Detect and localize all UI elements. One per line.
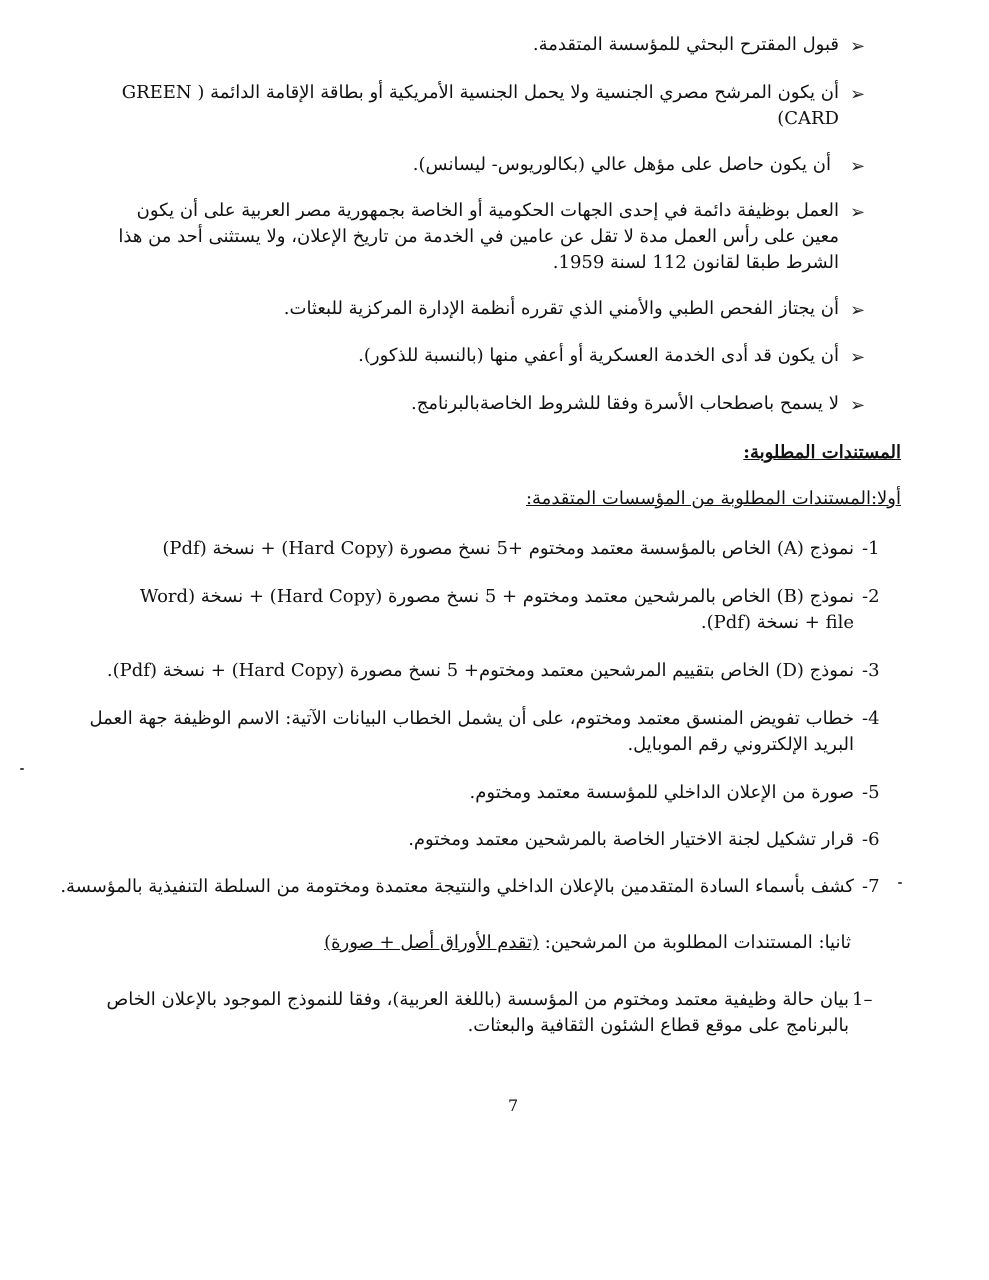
required-documents-heading: المستندات المطلوبة: <box>743 442 901 463</box>
item-number: -3 <box>862 660 880 681</box>
condition-1: قبول المقترح البحثي للمؤسسة المتقدمة. <box>532 34 839 55</box>
bullet-arrow-icon: ➢ <box>850 36 866 57</box>
item-number: -7 <box>862 876 880 897</box>
item-employment-status-line-1: بيان حالة وظيفية معتمد ومختوم من المؤسسة (باللغة العربية)، وفقا للنموذج الموجود بالإعلان الخاص <box>106 989 849 1010</box>
item-form-b-line-2: file + نسخة (Pdf). <box>700 612 854 633</box>
section-1-heading: أولا:المستندات المطلوبة من المؤسسات المتقدمة: <box>525 488 901 509</box>
condition-7: لا يسمح باصطحاب الأسرة وفقا للشروط الخاصةبالبرنامج. <box>411 393 839 414</box>
condition-6: أن يكون قد أدى الخدمة العسكرية أو أعفي منها (بالنسبة للذكور). <box>358 345 839 366</box>
item-number: -1 <box>862 538 880 559</box>
section-2-heading-prefix: ثانيا: المستندات المطلوبة من المرشحين: <box>539 932 851 953</box>
condition-2-line-1: أن يكون المرشح مصري الجنسية ولا يحمل الجنسية الأمريكية أو بطاقة الإقامة الدائمة ( GREEN <box>121 82 839 103</box>
item-applicants-list: كشف بأسماء السادة المتقدمين بالإعلان الداخلي والنتيجة معتمدة ومختومة من السلطة التنفيذية بالمؤسسة. <box>60 876 854 897</box>
bullet-arrow-icon: ➢ <box>850 300 866 321</box>
item-authorization-letter-line-2: البريد الإلكتروني رقم الموبايل. <box>627 734 854 755</box>
page-number: 7 <box>508 1096 519 1115</box>
bullet-arrow-icon: ➢ <box>850 395 866 416</box>
bullet-arrow-icon: ➢ <box>850 84 866 105</box>
item-form-b-line-1: نموذج (B) الخاص بالمرشحين معتمد ومختوم + 5 نسخ مصورة (Hard Copy) + نسخة (Word <box>139 586 854 607</box>
section-2-heading <box>324 930 851 956</box>
condition-2-line-2: CARD) <box>777 108 839 129</box>
condition-3: أن يكون حاصل على مؤهل عالي (بكالوريوس- ليسانس). <box>412 154 831 175</box>
condition-4-line-2: معين على رأس العمل مدة لا تقل عن عامين في الخدمة من تاريخ الإعلان، ولا يستثنى أحد من هذا <box>118 226 839 247</box>
item-selection-committee: قرار تشكيل لجنة الاختيار الخاصة بالمرشحين معتمد ومختوم. <box>408 829 854 850</box>
item-authorization-letter-line-1: خطاب تفويض المنسق معتمد ومختوم، على أن يشمل الخطاب البيانات الآتية: الاسم الوظيفة جهة العمل <box>89 708 854 729</box>
condition-4-line-3: الشرط طبقا لقانون 112 لسنة 1959. <box>552 252 839 273</box>
bullet-arrow-icon: ➢ <box>850 202 866 223</box>
item-internal-announcement: صورة من الإعلان الداخلي للمؤسسة معتمد ومختوم. <box>469 782 854 803</box>
section-2-heading-note: (تقدم الأوراق أصل + صورة) <box>324 932 540 953</box>
item-number: -6 <box>862 829 880 850</box>
item-form-a: نموذج (A) الخاص بالمؤسسة معتمد ومختوم +5 نسخ مصورة (Hard Copy) + نسخة (Pdf) <box>162 538 854 559</box>
item-number: 1– <box>852 989 873 1010</box>
item-number: -5 <box>862 782 880 803</box>
item-form-d: نموذج (D) الخاص بتقييم المرشحين معتمد ومختوم+ 5 نسخ مصورة (Hard Copy) + نسخة (Pdf). <box>106 660 854 681</box>
condition-5: أن يجتاز الفحص الطبي والأمني الذي تقرره أنظمة الإدارة المركزية للبعثات. <box>283 298 839 319</box>
item-number: -4 <box>862 708 880 729</box>
condition-4-line-1: العمل بوظيفة دائمة في إحدى الجهات الحكومية أو الخاصة بجمهورية مصر العربية على أن يكون <box>136 200 839 221</box>
item-number: -2 <box>862 586 880 607</box>
bullet-arrow-icon: ➢ <box>850 347 866 368</box>
scan-speck <box>898 882 902 884</box>
scan-speck <box>20 768 24 770</box>
bullet-arrow-icon: ➢ <box>850 156 866 177</box>
item-employment-status-line-2: بالبرنامج على موقع قطاع الشئون الثقافية والبعثات. <box>467 1015 849 1036</box>
